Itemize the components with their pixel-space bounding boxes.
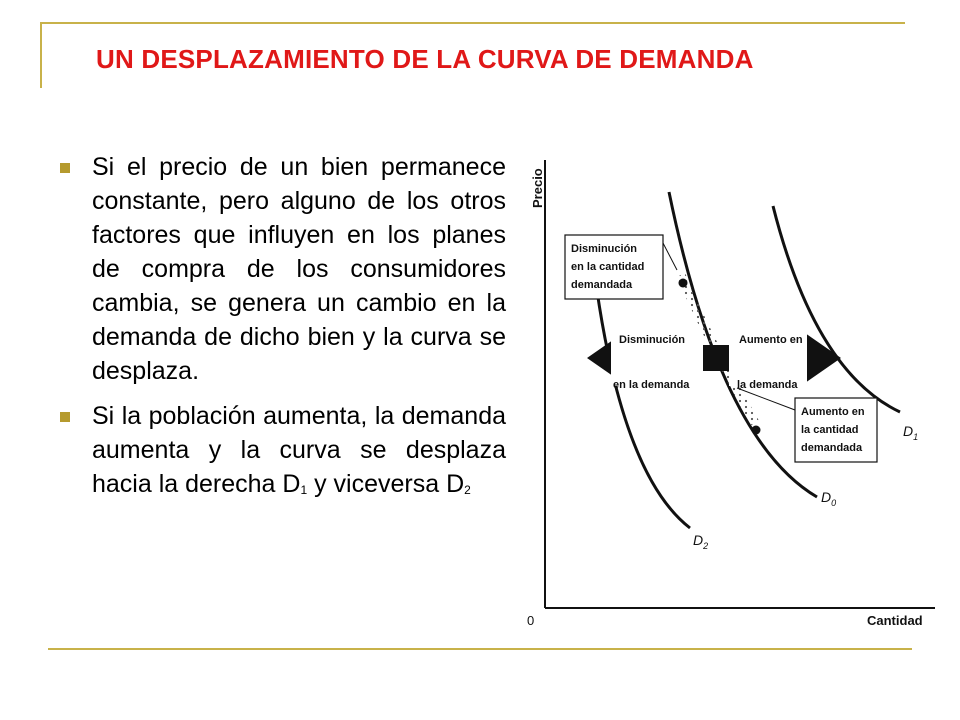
bullet-text-2b: y viceversa D <box>307 470 465 498</box>
left-rule <box>40 22 42 88</box>
box-increase-line-3: demandada <box>801 442 863 454</box>
square-bullet-icon <box>60 163 70 173</box>
box-decrease-line-2: en la cantidad <box>571 261 645 273</box>
box-increase-line-1: Aumento en <box>801 406 865 418</box>
box-decrease-line-1: Disminución <box>571 243 638 255</box>
label-d1: $D_1$ <box>903 423 919 442</box>
bullet-list <box>56 150 506 518</box>
subscript-1: 1 <box>300 483 308 497</box>
demand-shift-diagram <box>515 140 945 640</box>
arrow-increase-line-1: Aumento en <box>739 334 803 346</box>
label-d2: $D_2$ <box>693 532 709 551</box>
bullet-text-2a: Si la población aumenta, la demanda aumenta y la curva se desplaza hacia la derecha D <box>92 402 506 498</box>
bottom-rule <box>48 648 912 650</box>
y-axis-label: Precio <box>530 168 545 208</box>
bullet-text-1: Si el precio de un bien permanece constante, pero alguno de los otros factores que influyen en los planes de compra de los consumidores cambia, se genera un cambio en la demanda de dicho bien y la curva se desplaza. <box>92 153 506 385</box>
label-d0: $D_0$ <box>821 489 837 508</box>
point-upper <box>679 279 688 288</box>
box-increase-line-2: la cantidad <box>801 424 859 436</box>
bullet-item-2 <box>56 399 506 507</box>
point-lower <box>752 426 761 435</box>
x-axis-label: Cantidad <box>867 613 923 628</box>
arrow-decrease-line-2: en la demanda <box>613 379 690 391</box>
arrow-decrease-line-1: Disminución <box>619 334 686 346</box>
square-bullet-icon <box>60 412 70 422</box>
origin-label: 0 <box>527 613 535 628</box>
top-rule <box>40 22 905 24</box>
pointer-decrease <box>663 243 677 270</box>
slide-title: UN DESPLAZAMIENTO DE LA CURVA DE DEMANDA <box>96 44 754 74</box>
arrow-increase-line-2: la demanda <box>737 379 798 391</box>
box-decrease-line-3: demandada <box>571 279 633 291</box>
subscript-2: 2 <box>464 483 471 497</box>
bullet-item-1 <box>56 150 506 388</box>
